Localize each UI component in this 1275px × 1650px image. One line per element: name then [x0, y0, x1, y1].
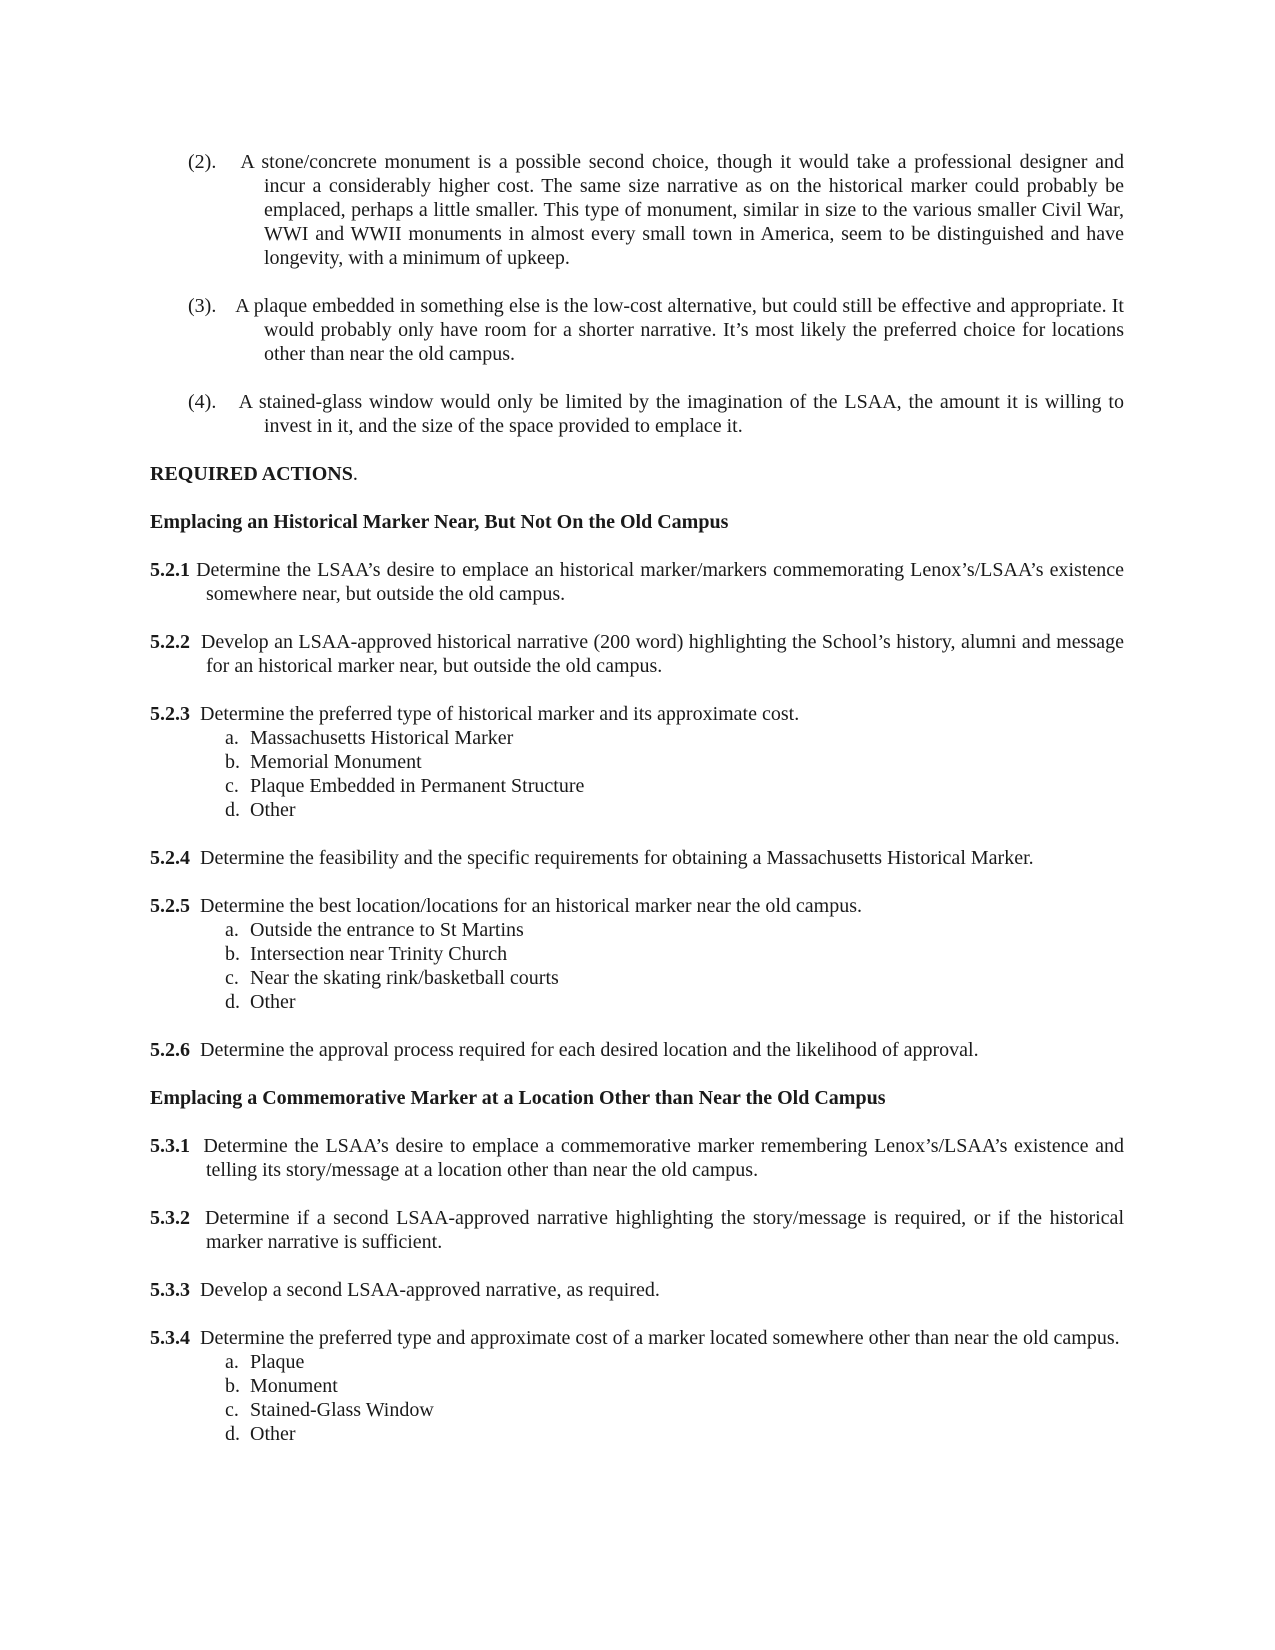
- option-2: (2). A stone/concrete monument is a possible second choice, though it would take a professional designer and incur a considerably higher cost. The same size narrative as on the historical marker could probably be emplaced, perhaps a little smaller. This type of monument, similar in size to the various smaller Civil War, WWI and WWII monuments in almost every small town in America, seem to be distinguished and have longevity, with a minimum of upkeep.: [188, 151, 1124, 269]
- list-item: [150, 750, 1124, 774]
- list-text: Stained-Glass Window: [250, 1399, 434, 1421]
- item-number: 5.3.4: [150, 1327, 190, 1349]
- option-text: A stone/concrete monument is a possible second choice, though it would take a professional designer and incur a considerably higher cost. The same size narrative as on the historical marker could probably be emplaced, perhaps a little smaller. This type of monument, similar in size to the various smaller Civil War, WWI and WWII monuments in almost every small town in America, seem to be distinguished and have longevity, with a minimum of upkeep.: [240, 151, 1124, 269]
- list-text: Other: [250, 1423, 296, 1445]
- item-5-2-3: [150, 702, 1124, 726]
- item-text: Determine the feasibility and the specific requirements for obtaining a Massachusetts Historical Marker.: [200, 847, 1034, 869]
- list-letter: b.: [225, 943, 240, 965]
- list-letter: b.: [225, 751, 240, 773]
- required-actions-punct: .: [352, 463, 358, 485]
- list-letter: a.: [225, 919, 239, 941]
- list-letter: c.: [225, 775, 239, 797]
- list-item: [150, 798, 1124, 822]
- section-5-3-title: Emplacing a Commemorative Marker at a Location Other than Near the Old Campus: [150, 1087, 886, 1109]
- item-5-2-2: [150, 630, 1124, 678]
- item-number: 5.2.4: [150, 847, 190, 869]
- list-item: [150, 1422, 1124, 1446]
- list-text: Other: [250, 991, 296, 1013]
- item-number: 5.2.1: [150, 559, 190, 581]
- list-text: Plaque: [250, 1351, 305, 1373]
- list-text: Memorial Monument: [250, 751, 422, 773]
- item-number: 5.3.2: [150, 1207, 190, 1229]
- list-item: [150, 942, 1124, 966]
- item-number: 5.2.3: [150, 703, 190, 725]
- item-number: 5.3.3: [150, 1279, 190, 1301]
- item-text: Determine the best location/locations for an historical marker near the old campus.: [200, 895, 862, 917]
- list-text: Monument: [250, 1375, 338, 1397]
- item-5-3-4: [150, 1326, 1124, 1350]
- list-item: [150, 1350, 1124, 1374]
- option-text: A plaque embedded in something else is the low-cost alternative, but could still be effective and appropriate. It would probably only have room for a shorter narrative. It’s most likely the preferred choice for locations other than near the old campus.: [235, 295, 1124, 365]
- list-letter: d.: [225, 799, 240, 821]
- item-text: Develop an LSAA-approved historical narrative (200 word) highlighting the School’s history, alumni and message for an historical marker near, but outside the old campus.: [200, 631, 1124, 677]
- item-text: Determine the LSAA’s desire to emplace a commemorative marker remembering Lenox’s/LSAA’s existence and telling its story/message at a location other than near the old campus.: [203, 1135, 1124, 1181]
- item-5-2-6: [150, 1038, 1124, 1062]
- list-item: [150, 990, 1124, 1014]
- commemorative-type-list: [150, 1350, 1124, 1446]
- required-actions-label: REQUIRED ACTIONS: [150, 463, 353, 485]
- item-number: 5.3.1: [150, 1135, 190, 1157]
- item-5-3-1: [150, 1134, 1124, 1182]
- item-text: Determine the approval process required for each desired location and the likelihood of approval.: [200, 1039, 979, 1061]
- page-content: [150, 150, 1124, 1470]
- item-5-2-5: [150, 894, 1124, 918]
- item-text: Determine the preferred type of historical marker and its approximate cost.: [200, 703, 800, 725]
- list-letter: b.: [225, 1375, 240, 1397]
- item-number: 5.2.6: [150, 1039, 190, 1061]
- item-text: Determine the preferred type and approximate cost of a marker located somewhere other than near the old campus.: [200, 1327, 1120, 1349]
- list-text: Other: [250, 799, 296, 821]
- list-item: [150, 918, 1124, 942]
- list-letter: c.: [225, 1399, 239, 1421]
- item-number: 5.2.5: [150, 895, 190, 917]
- item-text: Determine if a second LSAA-approved narrative highlighting the story/message is required, or if the historical marker narrative is sufficient.: [205, 1207, 1124, 1253]
- list-letter: c.: [225, 967, 239, 989]
- list-item: [150, 774, 1124, 798]
- list-item: [150, 1374, 1124, 1398]
- option-4: (4). A stained-glass window would only be limited by the imagination of the LSAA, the amount it is willing to invest in it, and the size of the space provided to emplace it.: [188, 391, 1124, 437]
- item-5-3-2: [150, 1206, 1124, 1254]
- list-letter: d.: [225, 991, 240, 1013]
- section-5-2-title: Emplacing an Historical Marker Near, But Not On the Old Campus: [150, 511, 729, 533]
- list-letter: a.: [225, 1351, 239, 1373]
- item-text: Develop a second LSAA-approved narrative, as required.: [200, 1279, 660, 1301]
- item-5-2-1: [150, 558, 1124, 606]
- list-text: Near the skating rink/basketball courts: [250, 967, 559, 989]
- list-item: [150, 966, 1124, 990]
- list-text: Intersection near Trinity Church: [250, 943, 508, 965]
- option-text: A stained-glass window would only be limited by the imagination of the LSAA, the amount it is willing to invest in it, and the size of the space provided to emplace it.: [238, 391, 1124, 437]
- item-number: 5.2.2: [150, 631, 190, 653]
- list-letter: a.: [225, 727, 239, 749]
- item-5-2-4: [150, 846, 1124, 870]
- list-text: Massachusetts Historical Marker: [250, 727, 514, 749]
- list-item: [150, 1398, 1124, 1422]
- list-item: [150, 726, 1124, 750]
- item-text: Determine the LSAA’s desire to emplace an historical marker/markers commemorating Lenox’s/LSAA’s existence somewhere near, but outside the old campus.: [196, 559, 1125, 605]
- option-3: (3). A plaque embedded in something else is the low-cost alternative, but could still be effective and appropriate. It would probably only have room for a shorter narrative. It’s most likely the preferred choice for locations other than near the old campus.: [188, 295, 1124, 365]
- marker-type-list: [150, 726, 1124, 822]
- required-actions-heading: [150, 462, 1124, 486]
- list-text: Plaque Embedded in Permanent Structure: [250, 775, 585, 797]
- location-list: [150, 918, 1124, 1014]
- list-text: Outside the entrance to St Martins: [250, 919, 524, 941]
- list-letter: d.: [225, 1423, 240, 1445]
- item-5-3-3: [150, 1278, 1124, 1302]
